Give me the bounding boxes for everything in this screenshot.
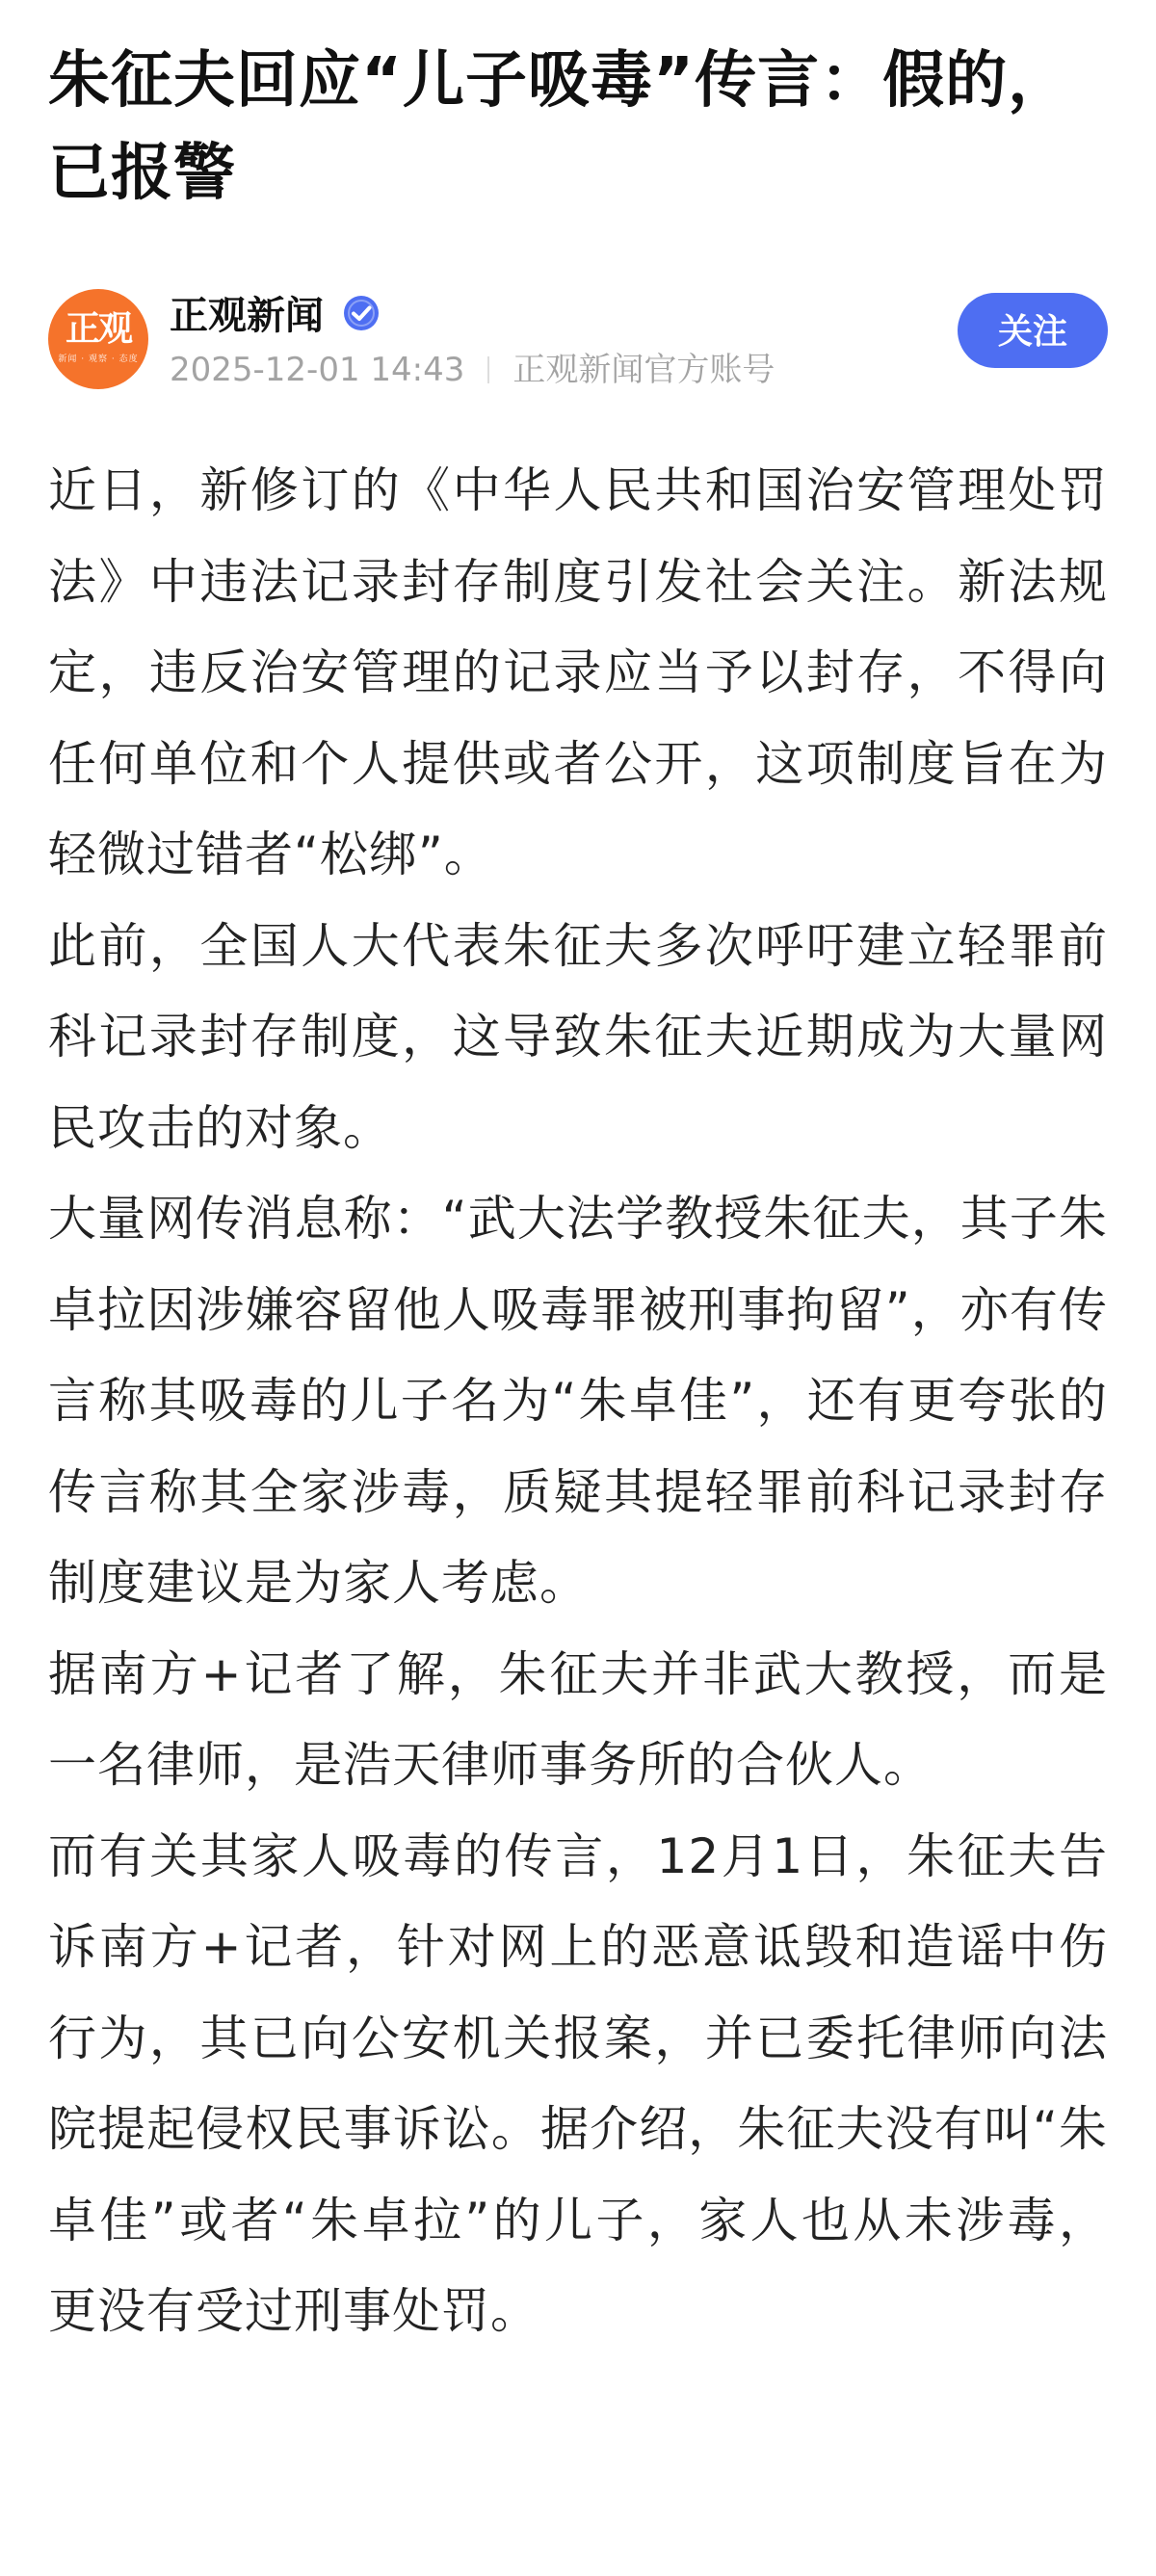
author-row (48, 289, 1108, 389)
account-description: 正观新闻官方账号 (512, 351, 775, 389)
article-paragraph: 而有关其家人吸毒的传言，12月1日，朱征夫告诉南方+记者，针对网上的恶意诋毁和造谣中伤行为，其已向公安机关报案，并已委托律师向法院提起侵权民事诉讼。据介绍，朱征夫没有叫“朱卓佳”或者“朱卓拉”的儿子，家人也从未涉毒，更没有受过刑事处罚。 (48, 1827, 1108, 2339)
article-title: 朱征夫回应“儿子吸毒”传言：假的，已报警 (48, 45, 1071, 209)
author-name-line (170, 289, 381, 343)
author-name[interactable]: 正观新闻 (170, 294, 324, 338)
avatar-logo-subtext: 新闻 · 观察 · 态度 (58, 355, 139, 364)
article-paragraph: 此前，全国人大代表朱征夫多次呼吁建立轻罪前科记录封存制度，这导致朱征夫近期成为大量网民攻击的对象。 (48, 917, 1108, 1156)
publish-meta (170, 349, 775, 391)
article-paragraph: 据南方+记者了解，朱征夫并非武大教授，而是一名律师，是浩天律师事务所的合伙人。 (48, 1645, 1108, 1793)
verified-check-icon (342, 294, 381, 332)
article-paragraph: 近日，新修订的《中华人民共和国治安管理处罚法》中违法记录封存制度引发社会关注。新法规定，违反治安管理的记录应当予以封存，不得向任何单位和个人提供或者公开，这项制度旨在为轻微过错者“松绑”。 (48, 462, 1108, 882)
follow-button[interactable]: 关注 (958, 293, 1108, 368)
meta-divider (487, 356, 489, 383)
article-body (48, 445, 1108, 2357)
avatar[interactable] (48, 289, 148, 389)
avatar-logo-text: 正观 (65, 309, 131, 349)
article-paragraph: 大量网传消息称：“武大法学教授朱征夫，其子朱卓拉因涉嫌容留他人吸毒罪被刑事拘留”，亦有传言称其吸毒的儿子名为“朱卓佳”，还有更夸张的传言称其全家涉毒，质疑其提轻罪前科记录封存制度建议是为家人考虑。 (48, 1191, 1108, 1611)
publish-timestamp: 2025-12-01 14:43 (170, 351, 465, 389)
